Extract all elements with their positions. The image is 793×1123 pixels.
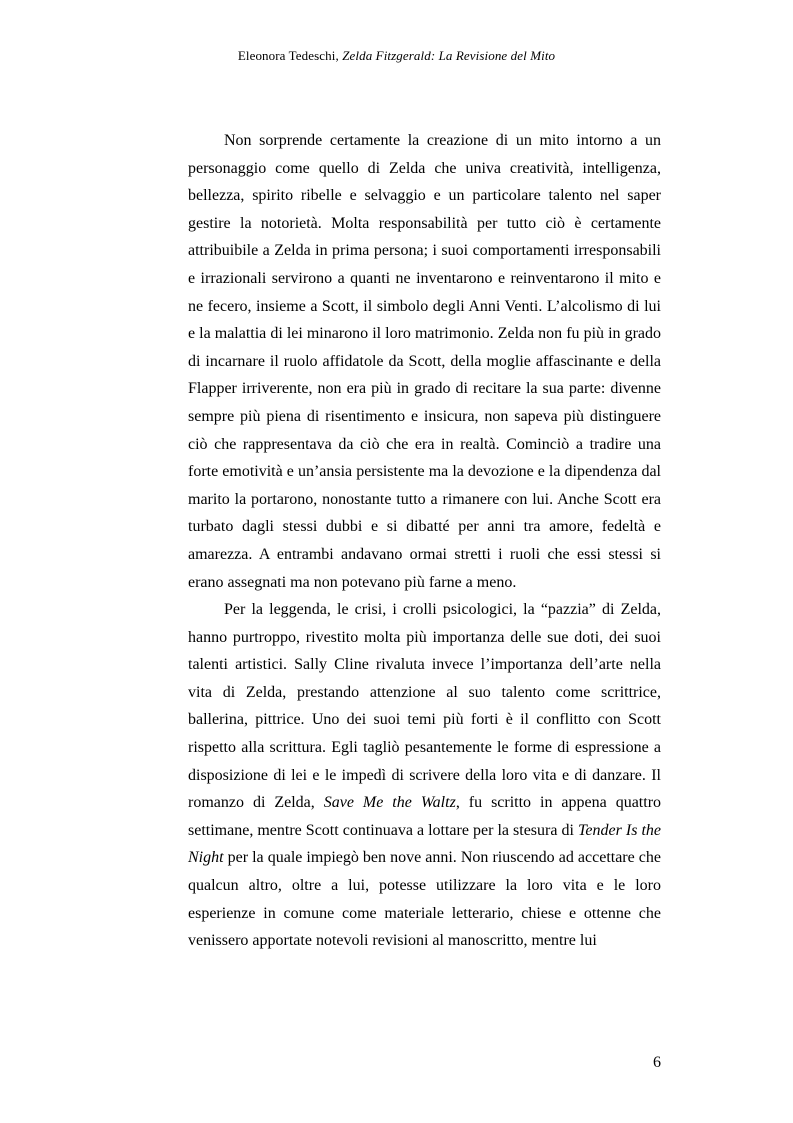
running-header (0, 48, 793, 64)
paragraph-1: Non sorprende certamente la creazione di un mito intorno a un personaggio come quello di Zelda che univa creatività, intelligenza, bellezza, spirito ribelle e selvaggio e un particolare talento nel saper gestire la notorietà. Molta responsabilità per tutto ciò è certamente attribuibile a Zelda in prima persona; i suoi comportamenti irresponsabili e irrazionali servirono a quanti ne inventarono e reinventarono il mito e ne fecero, insieme a Scott, il simbolo degli Anni Venti. L’alcolismo di lui e la malattia di lei minarono il loro matrimonio. Zelda non fu più in grado di incarnare il ruolo affidatole da Scott, della moglie affascinante e della Flapper irriverente, non era più in grado di recitare la sua parte: divenne sempre più piena di risentimento e insicura, non sapeva più distinguere ciò che rappresentava da ciò che era in realtà. Cominciò a tradire una forte emotività e un’ansia persistente ma la devozione e la dipendenza dal marito la portarono, nonostante tutto a rimanere con lui. Anche Scott era turbato dagli stessi dubbi e si dibatté per anni tra amore, fedeltà e amarezza. A entrambi andavano ormai stretti i ruoli che essi stessi si erano assegnati ma non potevano più farne a meno. (188, 132, 661, 591)
page-number: 6 (653, 1054, 661, 1071)
paragraph-2-part-2: , fu scritto in appena quattro settimane, mentre Scott continuava a lottare per la stesura di (188, 794, 662, 839)
body-text (188, 127, 661, 955)
paragraph-2-part-3: per la quale impiegò ben nove anni. Non riuscendo ad accettare che qualcun altro, oltre a lui, potesse utilizzare la loro vita e le loro esperienze in comune come materiale letterario, chiese e ottenne che venissero apportate notevoli revisioni al manoscritto, mentre lui (188, 849, 661, 950)
header-title: Zelda Fitzgerald: La Revisione del Mito (342, 48, 556, 63)
paragraph-2-part-1: Per la leggenda, le crisi, i crolli psicologici, la “pazzia” di Zelda, hanno purtroppo, rivestito molta più importanza delle sue doti, dei suoi talenti artistici. Sally Cline rivaluta invece l’importanza dell’arte nella vita di Zelda, prestando attenzione al suo talento come scrittrice, ballerina, pittrice. Uno dei suoi temi più forti è il conflitto con Scott rispetto alla scrittura. Egli tagliò pesantemente le forme di espressione a disposizione di lei e le impedì di scrivere della loro vita e di danzare. Il romanzo di Zelda, (188, 601, 661, 812)
paragraph-2 (188, 596, 661, 955)
book-title-save-me-the-waltz: Save Me the Waltz (323, 794, 456, 812)
book-title-tender-is-the-night: Tender Is the Night (188, 821, 661, 867)
header-author: Eleonora Tedeschi, (237, 48, 343, 63)
